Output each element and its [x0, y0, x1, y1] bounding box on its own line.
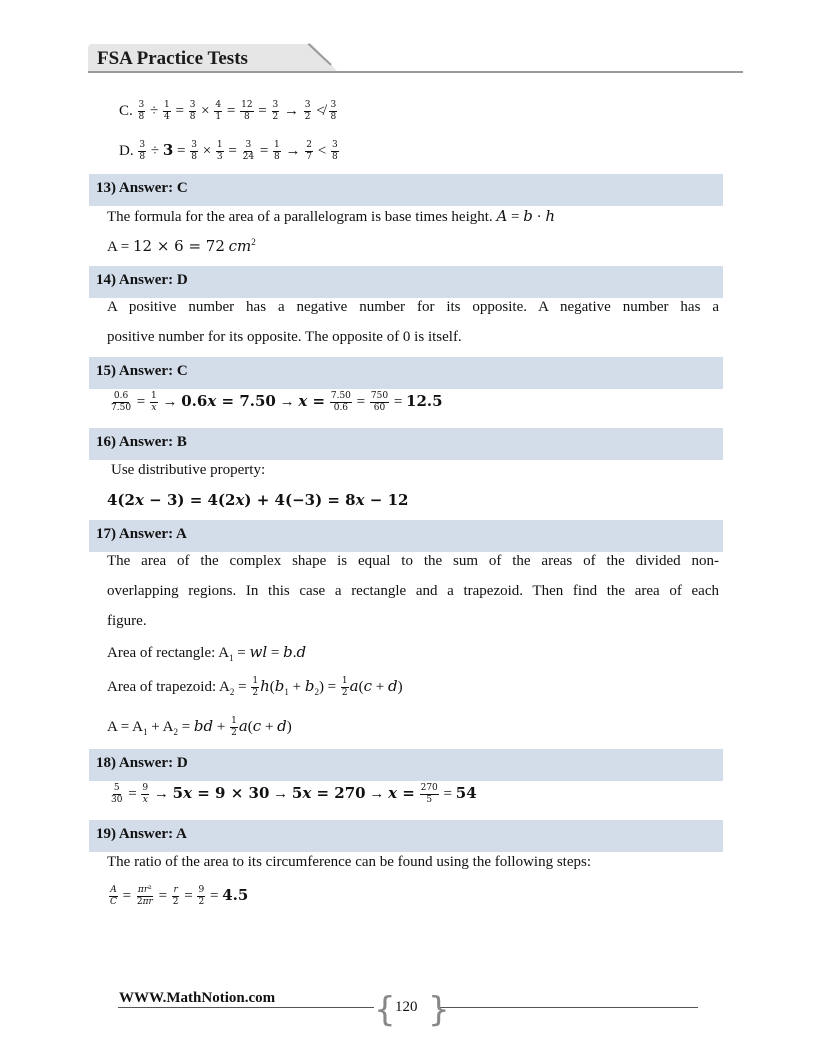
answer-17-line-2: overlapping regions. In this case a rectangle and a trapezoid. Then find the area of each	[107, 583, 719, 599]
option-c-label: C.	[119, 102, 133, 119]
option-d-label: D.	[119, 142, 134, 159]
answer-17-line-1: The area of the complex shape is equal to the sum of the areas of the divided non-	[107, 553, 719, 569]
page-number: 120	[395, 999, 418, 1015]
answer-18-equation: $\frac{5}{30}$ = $\frac{9}{x}$ → 5x = 9 × 30 → 5x = 270 → x = $\frac{270}{5}$ = 54	[111, 783, 477, 805]
answer-19-equation: $\frac{A}{C}$ = $\frac{\text{πr²}}{2\pi r}$ = $\frac{r}{2}$ = $\frac{9}{2}$ = 4.5	[110, 885, 249, 907]
answer-13-line-2: A = 12 × 6 = 72 $cm^2$	[107, 237, 256, 255]
option-c	[119, 100, 338, 123]
answer-19-bar	[89, 820, 723, 852]
answer-14-number: 14	[96, 272, 111, 288]
answer-16-line-1: Use distributive property:	[111, 462, 266, 478]
answer-13-bar	[89, 174, 723, 206]
answer-18-label: ) Answer: D	[111, 755, 188, 771]
answer-15-label: ) Answer: C	[111, 363, 188, 379]
answer-17-bar	[89, 520, 723, 552]
answer-16-equation: 4(2x − 3) = 4(2x) + 4(−3) = 8x − 12	[107, 491, 409, 509]
answer-19-line-1: The ratio of the area to its circumference can be found using the following steps:	[107, 854, 591, 870]
answer-16-bar	[89, 428, 723, 460]
answer-17-number: 17	[96, 526, 111, 542]
option-d	[119, 140, 340, 163]
answer-16-number: 16	[96, 434, 111, 450]
answer-17-line-5: Area of trapezoid: $A_2$ = $\frac{1}{2}$ $h(b_1 + b_2)$ = $\frac{1}{2}$ a(c + d)	[107, 676, 403, 698]
answer-13-number: 13	[96, 180, 111, 196]
answer-19-label: ) Answer: A	[111, 826, 187, 842]
answer-17-label: ) Answer: A	[111, 526, 187, 542]
answer-14-bar	[89, 266, 723, 298]
footer-rule-left	[118, 1007, 374, 1008]
header-rule	[88, 71, 743, 73]
answer-15-equation: $\frac{0.6}{7.50}$ = $\frac{1}{x}$ → 0.6x = 7.50 → x = $\frac{7.50}{0.6}$ = $\frac{750}{60}$ = 12.5	[111, 391, 443, 413]
answer-13-line-1: The formula for the area of a parallelogram is base times height. A = b · h	[107, 207, 556, 225]
answer-14-label: ) Answer: D	[111, 272, 188, 288]
answer-16-label: ) Answer: B	[111, 434, 187, 450]
answer-13-label: ) Answer: C	[111, 180, 188, 196]
answer-14-line-1: A positive number has a negative number for its opposite. A negative number has a	[107, 299, 719, 315]
answer-19-number: 19	[96, 826, 111, 842]
answer-17-line-6: $A = A_1 + A_2$ = bd + $\frac{1}{2}$ a(c + d)	[107, 716, 292, 738]
answer-15-number: 15	[96, 363, 111, 379]
answer-15-bar	[89, 357, 723, 389]
page-header-title: FSA Practice Tests	[97, 48, 248, 69]
footer-brace-left: {	[374, 990, 396, 1030]
answer-14-line-2: positive number for its opposite. The opposite of 0 is itself.	[107, 329, 462, 345]
footer-website: WWW.MathNotion.com	[119, 990, 276, 1006]
footer-rule-right	[440, 1007, 698, 1008]
option-c-expr: $\frac{3}{8}$ ÷ $\frac{1}{4}$ = $\frac{3}{8}$ × $\frac{4}{1}$ = $\frac{12}{8}$ = $\frac{3}{2}$ → $\frac{3}{2}$ ≮ $\frac{3}{8}$	[138, 100, 337, 122]
option-d-expr: $\frac{3}{8}$ ÷ 3 = $\frac{3}{8}$ × $\frac{1}{3}$ = $\frac{3}{24}$ = $\frac{1}{8}$ → $\frac{2}{7}$ < $\frac{3}{8}$	[139, 140, 338, 162]
answer-17-line-4: Area of rectangle: $A_1$ = wl = b.d	[107, 643, 307, 663]
footer-brace-right: }	[428, 990, 450, 1030]
answer-18-bar	[89, 749, 723, 781]
answer-17-line-3: figure.	[107, 613, 147, 629]
answer-18-number: 18	[96, 755, 111, 771]
